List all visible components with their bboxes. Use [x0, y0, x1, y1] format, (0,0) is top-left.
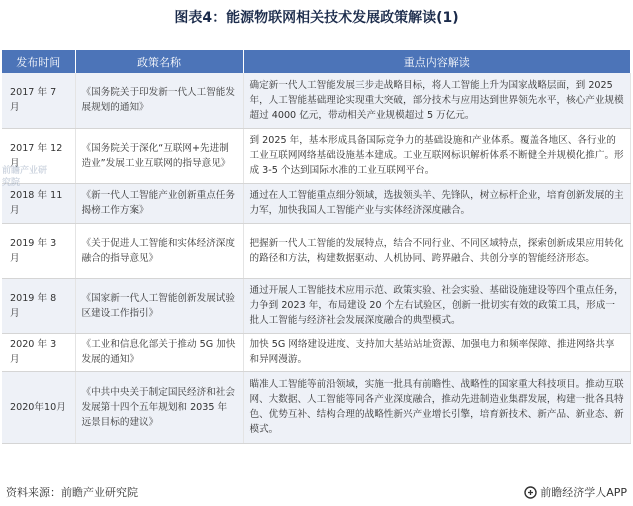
- row-content: 到 2025 年，基本形成具备国际竞争力的基础设施和产业体系。覆盖各地区、各行业的工业互联网网络基础设施基本建成。工业互联网标识解析体系不断健全并规模化推广。形成 3-5 个达到国际水准的工业互联网平台。: [243, 128, 631, 183]
- watermark-logo: 前瞻产业研究院: [2, 166, 48, 188]
- row-content: 通过在人工智能重点细分领域，选拔领头羊、先锋队，树立标杆企业，培育创新发展的主力军，加快我国人工智能产业与实体经济深度融合。: [243, 183, 631, 223]
- table-row: [2, 73, 631, 128]
- row-content: 瞄准人工智能等前沿领域，实施一批具有前瞻性、战略性的国家重大科技项目。推动互联网、大数据、人工智能等同各产业深度融合，推动先进制造业集群发展，构建一批各具特色、优势互补、结构合理的战略性新兴产业增长引擎，培育新技术、新产品、新业态、新模式。: [243, 371, 631, 443]
- row-policy-name: 《国务院关于深化“互联网+先进制造业”发展工业互联网的指导意见》: [75, 128, 243, 183]
- brand-credit: [524, 484, 627, 500]
- policy-table: [2, 50, 631, 444]
- row-date: 2020年10月: [2, 371, 75, 443]
- row-content: 确定新一代人工智能发展三步走战略目标，将人工智能上升为国家战略层面，到 2025 年，人工智能基础理论实现重大突破，部分技术与应用达到世界领先水平，核心产业规模超过 4000 亿元，带动相关产业规模超过 5 万亿元。: [243, 73, 631, 128]
- row-date: 2019 年 8 月: [2, 278, 75, 333]
- row-policy-name: 《国家新一代人工智能创新发展试验区建设工作指引》: [75, 278, 243, 333]
- table-row: [2, 371, 631, 443]
- brand-name: 前瞻经济学人APP: [540, 486, 627, 499]
- table-row: [2, 278, 631, 333]
- column-header-policy-name: 政策名称: [75, 50, 243, 73]
- row-content: 通过开展人工智能技术应用示范、政策实验、社会实验、基础设施建设等四个重点任务，力争到 2023 年，布局建设 20 个左右试验区，创新一批切实有效的政策工具，形成一批人工智能与经济社会发展深度融合的典型模式。: [243, 278, 631, 333]
- row-date: 2020 年 3 月: [2, 333, 75, 371]
- row-policy-name: 《国务院关于印发新一代人工智能发展规划的通知》: [75, 73, 243, 128]
- row-date: 2017 年 12 月: [2, 128, 75, 183]
- table-row: [2, 128, 631, 183]
- row-content: 把握新一代人工智能的发展特点，结合不同行业、不同区域特点，探索创新成果应用转化的路径和方法，构建数据驱动、人机协同、跨界融合、共创分享的智能经济形态。: [243, 223, 631, 278]
- table-header-row: [2, 50, 631, 73]
- row-date: 2017 年 7 月: [2, 73, 75, 128]
- figure-title: 图表4：能源物联网相关技术发展政策解读(1): [174, 10, 459, 26]
- row-policy-name: 《关于促进人工智能和实体经济深度融合的指导意见》: [75, 223, 243, 278]
- row-policy-name: 《工业和信息化部关于推动 5G 加快发展的通知》: [75, 333, 243, 371]
- row-policy-name: 《新一代人工智能产业创新重点任务揭榜工作方案》: [75, 183, 243, 223]
- brand-logo-icon: [524, 486, 537, 499]
- row-policy-name: 《中共中央关于制定国民经济和社会发展第十四个五年规划和 2035 年远景目标的建议》: [75, 371, 243, 443]
- table-row: [2, 223, 631, 278]
- row-date: 2019 年 3 月: [2, 223, 75, 278]
- source-note: 资料来源：前瞻产业研究院: [6, 486, 138, 499]
- table-row: [2, 333, 631, 371]
- column-header-date: 发布时间: [2, 50, 75, 73]
- column-header-key-content: 重点内容解读: [243, 50, 631, 73]
- table-row: [2, 183, 631, 223]
- row-content: 加快 5G 网络建设进度、支持加大基站站址资源、加强电力和频率保障、推进网络共享和异网漫游。: [243, 333, 631, 371]
- row-date: 2018 年 11 月: [2, 183, 75, 223]
